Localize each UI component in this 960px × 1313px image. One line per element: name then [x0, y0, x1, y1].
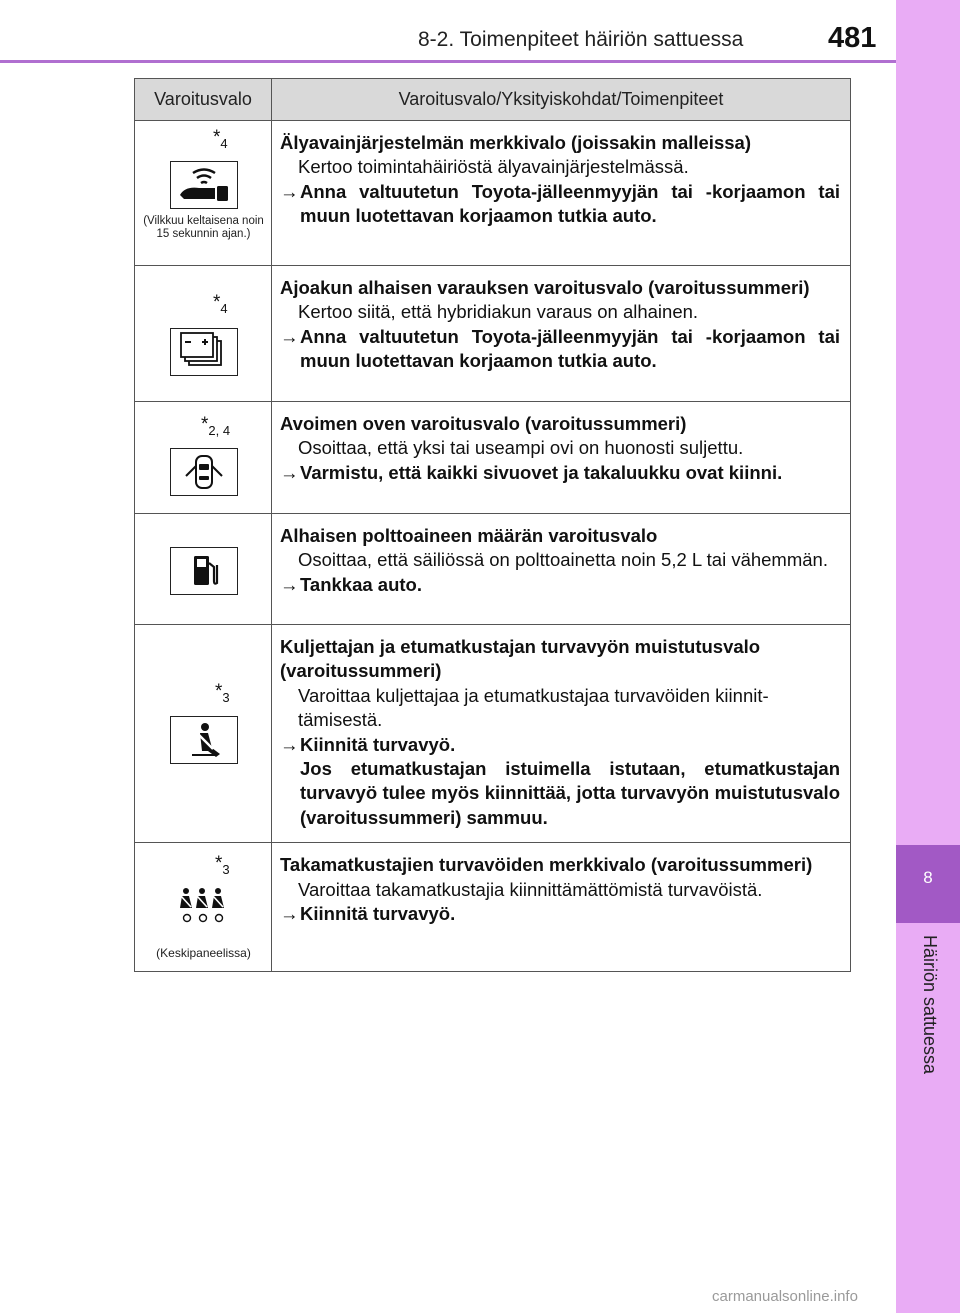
description-cell — [272, 514, 851, 625]
warning-description: Osoittaa, että yksi tai useampi ovi on huonosti suljettu. — [298, 437, 744, 459]
fuel-pump-icon — [170, 547, 238, 595]
watermark: carmanualsonline.info — [712, 1288, 858, 1305]
warning-title: Kuljettajan ja etumatkustajan turvavyön muistutusvalo (varoitussummeri) — [280, 636, 761, 682]
icon-cell — [135, 514, 272, 625]
warning-description: Osoittaa, että säiliössä on polttoainetta noin 5,2 L tai vähemmän. — [298, 549, 828, 571]
table-header-row — [135, 79, 851, 121]
arrow-icon: → — [280, 461, 299, 483]
description-cell — [272, 402, 851, 514]
arrow-icon: → — [280, 180, 299, 202]
warning-action: → Kiinnitä turvavyö. — [280, 733, 840, 757]
arrow-icon: → — [280, 573, 299, 595]
arrow-icon: → — [280, 903, 299, 925]
column-header-light: Varoitusvalo — [135, 79, 272, 121]
table-row — [135, 843, 851, 972]
chapter-title: Häiriön sattuessa — [920, 935, 940, 1075]
warning-extra-note: Jos etumatkustajan istuimella istutaan, etumatkustajan turvavyö tulee myös kiinnittää, jotta turvavyön muistutusvalo (varoitussummeri) sammuu. — [300, 758, 840, 828]
icon-cell — [135, 266, 272, 402]
footnote-marker: $*_3$ — [215, 681, 230, 705]
battery-icon — [170, 328, 238, 376]
icon-caption: (Vilkkuu keltaisena noin 15 sekunnin ajan.) — [143, 215, 264, 240]
chapter-side-tab — [896, 0, 960, 1313]
description-cell — [272, 266, 851, 402]
smart-key-icon — [170, 161, 238, 209]
icon-caption: (Keskipaneelissa) — [156, 946, 251, 961]
rear-seatbelt-icon — [169, 881, 237, 929]
header-rule — [0, 60, 896, 63]
table-row — [135, 514, 851, 625]
warning-action: → Kiinnitä turvavyö. — [280, 902, 840, 926]
column-header-details: Varoitusvalo/Yksityiskohdat/Toimenpiteet — [272, 79, 851, 121]
section-title: 8-2. Toimenpiteet häiriön sattuessa — [418, 28, 744, 51]
icon-cell — [135, 121, 272, 266]
warning-action: → Varmistu, että kaikki sivuovet ja takaluukku ovat kiinni. — [280, 461, 840, 485]
description-cell — [272, 625, 851, 843]
description-cell — [272, 121, 851, 266]
warning-title: Takamatkustajien turvavöiden merkkivalo (varoitussummeri) — [280, 854, 813, 876]
icon-cell — [135, 402, 272, 514]
footnote-marker: $*_4$ — [213, 292, 228, 316]
warning-description: Varoittaa takamatkustajia kiinnittämättömistä turvavöistä. — [298, 878, 763, 900]
warning-action: → Anna valtuutetun Toyota-jälleenmyyjän tai -korjaamon tai muun luotettavan korjaamon tutkia auto. — [280, 325, 840, 374]
warning-description: Kertoo siitä, että hybridiakun varaus on alhainen. — [298, 301, 699, 323]
warning-title: Älyavainjärjestelmän merkkivalo (joissakin malleissa) — [280, 132, 751, 153]
seatbelt-icon — [170, 716, 238, 764]
warning-action: → Tankkaa auto. — [280, 573, 840, 597]
chapter-number: 8 — [896, 845, 960, 923]
icon-cell — [135, 843, 272, 972]
table-row — [135, 625, 851, 843]
page-number: 481 — [828, 22, 877, 54]
icon-cell — [135, 625, 272, 843]
open-door-icon — [170, 448, 238, 496]
warning-title: Alhaisen polttoaineen määrän varoitusvalo — [280, 525, 658, 546]
footnote-marker: $*_4$ — [213, 127, 228, 151]
footnote-marker: $*_3$ — [215, 853, 230, 878]
warning-light-table — [134, 78, 851, 972]
description-cell — [272, 843, 851, 972]
arrow-icon: → — [280, 325, 299, 347]
table-row — [135, 402, 851, 514]
warning-description: Varoittaa kuljettajaa ja etumatkustajaa turvavöiden kiinnittämisestä. — [298, 684, 769, 731]
table-row — [135, 266, 851, 402]
warning-title: Ajoakun alhaisen varauksen varoitusvalo (varoitussummeri) — [280, 277, 810, 298]
footnote-marker: $*_{2, 4}$ — [201, 414, 231, 438]
arrow-icon: → — [280, 733, 299, 755]
warning-title: Avoimen oven varoitusvalo (varoitussummeri) — [280, 413, 687, 434]
warning-action: → Anna valtuutetun Toyota-jälleenmyyjän tai -korjaamon tai muun luotettavan korjaamon tutkia auto. — [280, 180, 840, 229]
warning-description: Kertoo toimintahäiriöstä älyavainjärjestelmässä. — [298, 156, 689, 178]
table-row — [135, 121, 851, 266]
